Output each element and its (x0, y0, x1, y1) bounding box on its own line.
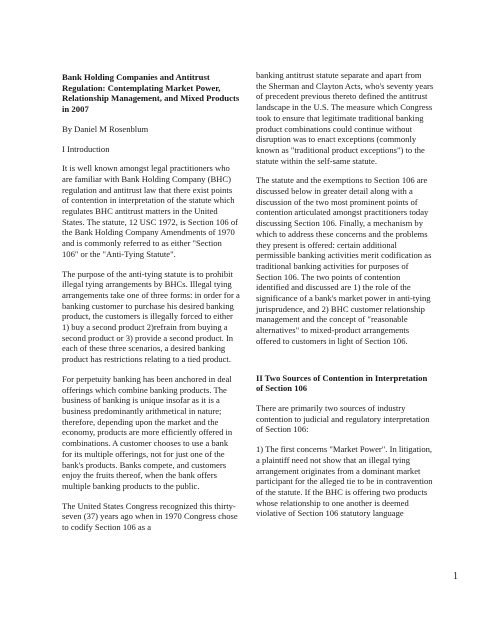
paragraph: The United States Congress recognized this thirty-seven (37) years ago when in 1970 Congress chose to codify Section 106 as a (62, 500, 238, 533)
page-number: 1 (453, 571, 458, 582)
left-column (62, 72, 240, 542)
paragraph: banking antitrust statute separate and apart from the Sherman and Clayton Acts, who's seventy years of precedent previous thereto defined the antitrust landscape in the U.S. The measure which Congress took to ensure that legitimate traditional banking product combinations could continue without disruption was to enact exceptions (commonly known as "traditional product exceptions") to the statute within the self-same statute. (256, 70, 434, 166)
right-column (256, 70, 434, 528)
paragraph: There are primarily two sources of industry contention to judicial and regulatory interpretation of Section 106: (256, 402, 430, 435)
paragraph: The statute and the exemptions to Section 106 are discussed below in greater detail along with a discussion of the two most prominent points of contention articulated amongst practitioners today discussing Section 106. Finally, a mechanism by which to address these concerns and the problems they present is offered: certain additional permissible banking activities merit codification as traditional banking activities for purposes of Section 106. The two points of contention identified and discussed are 1) the role of the significance of a bank's market power in anti-tying jurisprudence, and 2) BHC customer relationship management and the concept of "reasonable alternatives" to mixed-product arrangements offered to customers in light of Section 106. (256, 175, 432, 346)
paragraph: 1) The first concerns "Market Power". In litigation, a plaintiff need not show that an illegal tying arrangement originates from a dominant market participant for the alleged tie to be in contravention of the statute. If the BHC is offering two products whose relationship to one another is deemed violative of Section 106 statutory language (256, 444, 433, 519)
section-heading-introduction: I Introduction (62, 143, 110, 154)
paragraph: For perpetuity banking has been anchored in deal offerings which combine banking products. The business of banking is unique insofar as it is a business predominantly arithmetical in nature; therefore, depending upon the market and the economy, products are more efficiently offered in combinations. A customer chooses to use a bank for its multiple offerings, not for just one of the bank's products. Banks compete, and customers enjoy the fruits thereof, when the bank offers multiple banking products to the public. (62, 373, 233, 491)
section-gap (256, 356, 434, 373)
paragraph: The purpose of the anti-tying statute is to prohibit illegal tying arrangements by BHCs. Illegal tying arrangements take one of three forms: in order for a banking customer to purchase his desired banking product, the customers is illegally forced to either 1) buy a second product 2)refrain from buying a second product or 3) provide a second product. In each of these three scenarios, a desired banking product has restrictions relating to a tied product. (62, 268, 240, 365)
section-heading-contention: II Two Sources of Contention in Interpretation of Section 106 (256, 372, 428, 394)
author-line: By Daniel M Rosenblum (62, 123, 149, 134)
paragraph: It is well known amongst legal practitioners who are familiar with Bank Holding Company (BHC) regulation and antitrust law that there exist points of contention in interpretation of the statute which regulates BHC antitrust matters in the United States. The statute, 12 USC 1972, is Section 106 of the Bank Holding Company Amendments of 1970 and is commonly referred to as either "Section 106" or the "Anti-Tying Statute". (62, 163, 239, 259)
document-title: Bank Holding Companies and Antitrust Regulation: Contemplating Market Power, Relationship Management, and Mixed Products in 2007 (62, 72, 240, 115)
